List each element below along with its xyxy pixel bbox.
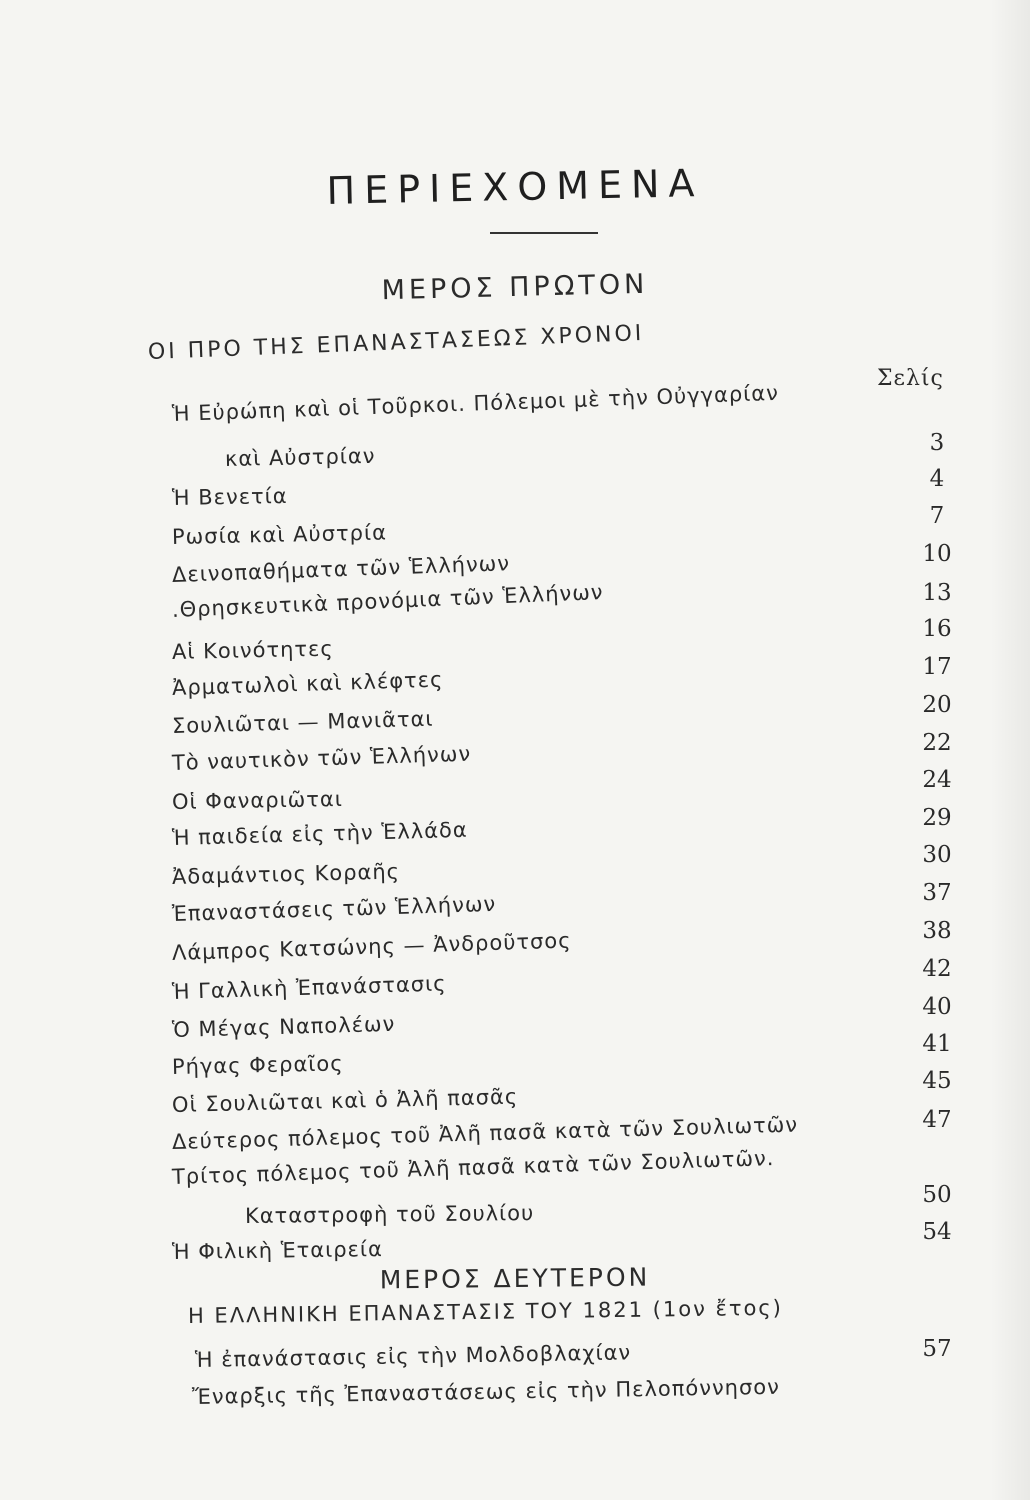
toc-page-number: 13 — [922, 580, 952, 606]
page-column-label: Σελίς — [877, 366, 944, 391]
toc-page-number: 10 — [922, 541, 952, 567]
toc-entry-text: Ρωσία καὶ Αὐστρία — [171, 520, 388, 549]
toc-entry-text: Ἡ παιδεία εἰς τὴν Ἑλλάδα — [171, 817, 469, 850]
toc-page-number: 7 — [929, 503, 945, 529]
toc-entry-text: .Θρησκευτικὰ προνόμια τῶν Ἑλλήνων — [171, 579, 604, 622]
toc-entry-text: Οἱ Σουλιῶται καὶ ὁ Ἀλῆ πασᾶς — [171, 1084, 519, 1117]
toc-page-number: 4 — [929, 466, 945, 492]
toc-entry-text: Ἡ Εὐρώπη καὶ οἱ Τοῦρκοι. Πόλεμοι μὲ τὴν Οὐγγαρίαν — [171, 380, 780, 426]
toc-page-number: 50 — [922, 1182, 952, 1208]
toc-page-number: 16 — [922, 616, 952, 642]
part-one-section-title: ΟΙ ΠΡΟ ΤΗΣ ΕΠΑΝΑΣΤΑΣΕΩΣ ΧΡΟΝΟΙ — [147, 320, 645, 365]
toc-entry-text: Ἡ Γαλλικὴ Ἐπανάστασις — [171, 971, 447, 1004]
toc-entry-text: Ὁ Μέγας Ναπολέων — [171, 1011, 396, 1042]
toc-entry-text: Ἔναρξις τῆς Ἐπαναστάσεως εἰς τὴν Πελοπόννησον — [191, 1374, 781, 1409]
toc-entry-text: καὶ Αὐστρίαν — [224, 443, 376, 471]
toc-page-number: 38 — [922, 918, 952, 944]
part-two-section-title: Η ΕΛΛΗΝΙΚΗ ΕΠΑΝΑΣΤΑΣΙΣ ΤΟΥ 1821 (1ον ἔτος) — [187, 1295, 784, 1328]
toc-entry-text: Ἡ Φιλικὴ Ἑταιρεία — [171, 1237, 384, 1264]
toc-page-number: 45 — [922, 1068, 952, 1094]
toc-entry-text: Σουλιῶται — Μανιᾶται — [171, 706, 434, 738]
toc-entry-text: Καταστροφὴ τοῦ Σουλίου — [244, 1200, 535, 1228]
toc-entry-text: Τὸ ναυτικὸν τῶν Ἑλλήνων — [171, 741, 472, 775]
toc-page-number: 29 — [922, 805, 952, 831]
part-one-heading: ΜΕΡΟΣ ΠΡΩΤΟΝ — [381, 268, 649, 307]
toc-page-number: 41 — [922, 1031, 952, 1057]
toc-page-number: 24 — [922, 767, 952, 793]
toc-page-number: 54 — [922, 1219, 952, 1245]
toc-entry-text: Λάμπρος Κατσώνης — Ἀνδροῦτσος — [171, 928, 572, 965]
toc-page-number: 20 — [922, 692, 952, 718]
toc-page-number: 37 — [922, 880, 952, 906]
title-divider — [490, 232, 598, 234]
toc-entry-text: Ἡ Βενετία — [171, 483, 288, 510]
page-edge-shadow — [990, 0, 1030, 1500]
toc-entry-text: Ρήγας Φεραῖος — [171, 1051, 344, 1079]
toc-page-number: 57 — [922, 1336, 952, 1362]
toc-page-number: 3 — [929, 430, 945, 456]
toc-page-number: 42 — [922, 956, 952, 982]
page-title: ΠΕΡΙΕΧΟΜΕΝΑ — [326, 161, 704, 213]
toc-entry-text: Ἐπαναστάσεις τῶν Ἑλλήνων — [171, 891, 497, 926]
toc-page-number: 40 — [922, 994, 952, 1020]
toc-entry-text: Αἱ Κοινότητες — [171, 636, 334, 664]
toc-page-number: 22 — [922, 730, 952, 756]
toc-entry-text: Δεύτερος πόλεμος τοῦ Ἀλῆ πασᾶ κατὰ τῶν Σουλιωτῶν — [171, 1112, 799, 1154]
toc-page-number: 30 — [922, 842, 952, 868]
toc-entry-text: Ἡ ἐπανάστασις εἰς τὴν Μολδοβλαχίαν — [194, 1340, 632, 1372]
toc-entry-text: Δεινοπαθήματα τῶν Ἑλλήνων — [171, 551, 511, 587]
toc-entry-text: Τρίτος πόλεμος τοῦ Ἀλῆ πασᾶ κατὰ τῶν Σουλιωτῶν. — [171, 1146, 775, 1189]
toc-entry-text: Οἱ Φαναριῶται — [171, 787, 344, 814]
toc-entry-text: Ἀρματωλοὶ καὶ κλέφτες — [171, 667, 444, 700]
toc-page-number: 47 — [922, 1107, 952, 1133]
toc-page-number: 17 — [922, 654, 952, 680]
toc-entry-text: Ἀδαμάντιος Κοραῆς — [171, 859, 401, 889]
part-two-heading: ΜΕΡΟΣ ΔΕΥΤΕΡΟΝ — [379, 1262, 651, 1295]
